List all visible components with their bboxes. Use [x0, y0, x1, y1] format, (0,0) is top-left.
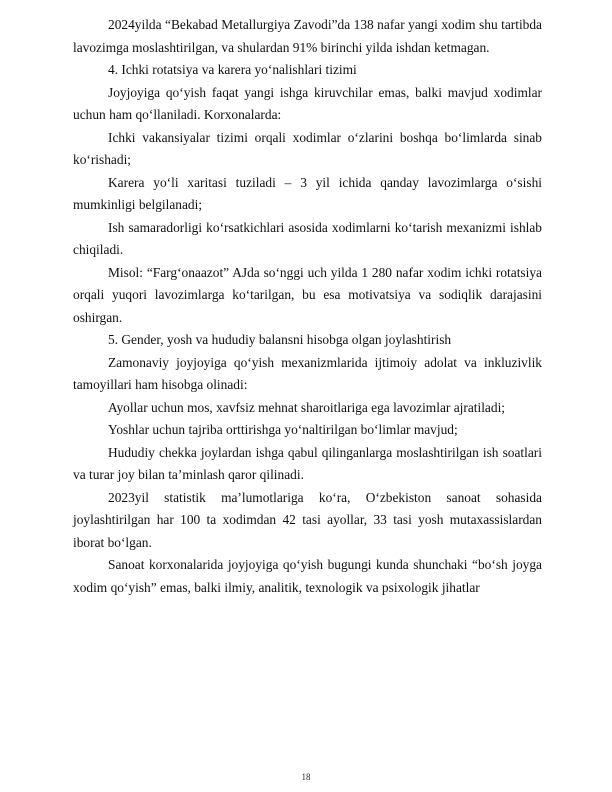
- list-item-women: Ayollar uchun mos, xavfsiz mehnat sharoitlariga ega lavozimlar ajratiladi;: [108, 399, 506, 415]
- list-item-internal-vacancies: Ichki vakansiyalar tizimi orqali xodimlar o‘zlarini boshqa bo‘limlarda sinab ko‘rishadi;: [73, 129, 542, 167]
- list-item-youth: Yoshlar uchun tajriba orttirishga yo‘naltirilgan bo‘limlar mavjud;: [108, 422, 458, 437]
- paragraph-conclusion: Sanoat korxonalarida joyjoyiga qo‘yish bugungi kunda shunchaki “bo‘sh joyga xodim qo‘yish” emas, balki ilmiy, analitik, texnologik va psixologik jihatlar: [73, 557, 542, 595]
- paragraph-statistics: 2023yil statistik ma’lumotlariga ko‘ra, O‘zbekiston sanoat sohasida joylashtirilgan har 100 ta xodimdan 42 tasi ayollar, 33 tasi yosh mutaxassislardan iborat bo‘lgan.: [73, 489, 542, 550]
- list-item-performance-indicators: Ish samaradorligi ko‘rsatkichlari asosida xodimlarni ko‘tarish mexanizmi ishlab chiqiladi.: [73, 219, 542, 257]
- section-heading-4: 4. Ichki rotatsiya va karera yo‘nalishlari tizimi: [108, 62, 357, 77]
- paragraph-inclusivity: Zamonaviy joyjoyiga qo‘yish mexanizmlarida ijtimoiy adolat va inkluzivlik tamoyillari ham hisobga olinadi:: [73, 354, 542, 392]
- list-item-regional: Hududiy chekka joylardan ishga qabul qilinganlarga moslashtirilgan ish soatlari va turar joy bilan ta’minlash qaror qilinadi.: [73, 444, 542, 482]
- paragraph-example: Misol: “Farg‘onaazot” AJda so‘nggi uch yilda 1 280 nafar xodim ichki rotatsiya orqali yuqori lavozimlarga ko‘tarilgan, bu esa motivatsiya va sodiqlik darajasini oshirgan.: [73, 264, 542, 325]
- paragraph-1: 2024yilda “Bekabad Metallurgiya Zavodi”da 138 nafar yangi xodim shu tartibda lavozimga moslashtirilgan, va shulardan 91% birinchi yilda ishdan ketmagan.: [73, 17, 542, 55]
- list-item-career-map: Karera yo‘li xaritasi tuziladi – 3 yil ichida qanday lavozimlarga o‘sishi mumkinligi belgilanadi;: [73, 174, 542, 212]
- paragraph-2: Joyjoyiga qo‘yish faqat yangi ishga kiruvchilar emas, balki mavjud xodimlar uchun ham qo‘llaniladi. Korxonalarda:: [73, 84, 542, 122]
- page-number: 18: [301, 772, 311, 782]
- document-body: [73, 14, 542, 599]
- section-heading-5: 5. Gender, yosh va hududiy balansni hisobga olgan joylashtirish: [108, 332, 452, 347]
